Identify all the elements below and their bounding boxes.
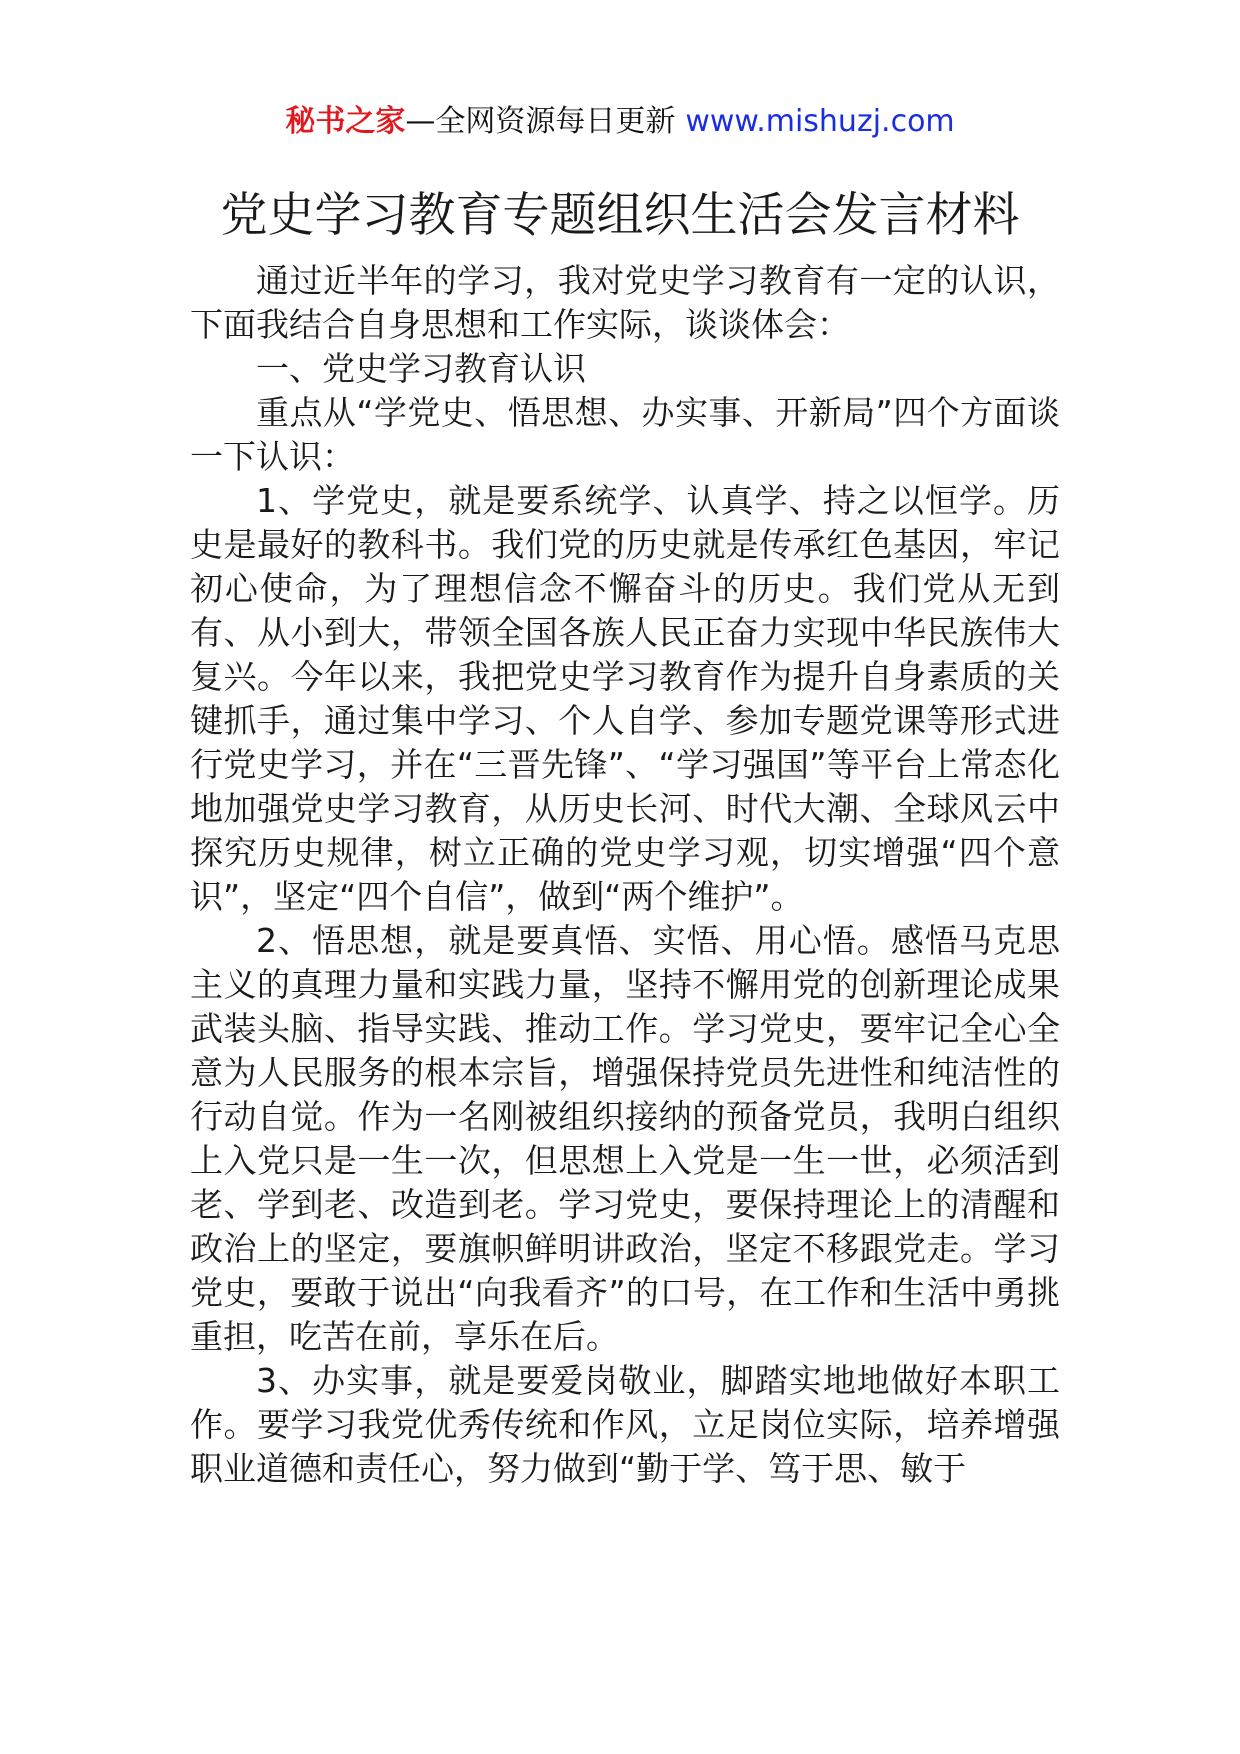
section-heading: 一、党史学习教育认识 [256,349,586,388]
document-body [190,259,1060,1491]
document-title: 党史学习教育专题组织生活会发言材料 [220,188,1020,243]
site-tagline: —全网资源每日更新 [405,104,676,139]
site-header [0,100,1240,144]
paragraph-overview: 重点从“学党史、悟思想、办实事、开新局”四个方面谈一下认识： [190,393,1060,476]
brand-name: 秘书之家 [285,104,406,139]
paragraph-point-2: 2、悟思想，就是要真悟、实悟、用心悟。感悟马克思主义的真理力量和实践力量，坚持不懈用党的创新理论成果武装头脑、指导实践、推动工作。学习党史，要牢记全心全意为人民服务的根本宗旨，增强保持党员先进性和纯洁性的行动自觉。作为一名刚被组织接纳的预备党员，我明白组织上入党只是一生一次，但思想上入党是一生一世，必须活到老、学到老、改造到老。学习党史，要保持理论上的清醒和政治上的坚定，要旗帜鲜明讲政治，坚定不移跟党走。学习党史，要敢于说出“向我看齐”的口号，在工作和生活中勇挑重担，吃苦在前，享乐在后。 [190,921,1060,1356]
paragraph-point-3: 3、办实事，就是要爱岗敬业，脚踏实地地做好本职工作。要学习我党优秀传统和作风，立足岗位实际，培养增强职业道德和责任心，努力做到“勤于学、笃于思、敏于 [190,1361,1060,1488]
paragraph-point-1: 1、学党史，就是要系统学、认真学、持之以恒学。历史是最好的教科书。我们党的历史就是传承红色基因，牢记初心使命，为了理想信念不懈奋斗的历史。我们党从无到有、从小到大，带领全国各族人民正奋力实现中华民族伟大复兴。今年以来，我把党史学习教育作为提升自身素质的关键抓手，通过集中学习、个人自学、参加专题党课等形式进行党史学习，并在“三晋先锋”、“学习强国”等平台上常态化地加强党史学习教育，从历史长河、时代大潮、全球风云中探究历史规律，树立正确的党史学习观，切实增强“四个意识”，坚定“四个自信”，做到“两个维护”。 [190,481,1060,916]
site-url-link[interactable]: www.mishuzj.com [685,104,955,139]
paragraph-intro: 通过近半年的学习，我对党史学习教育有一定的认识，下面我结合自身思想和工作实际，谈谈体会： [190,261,1060,344]
